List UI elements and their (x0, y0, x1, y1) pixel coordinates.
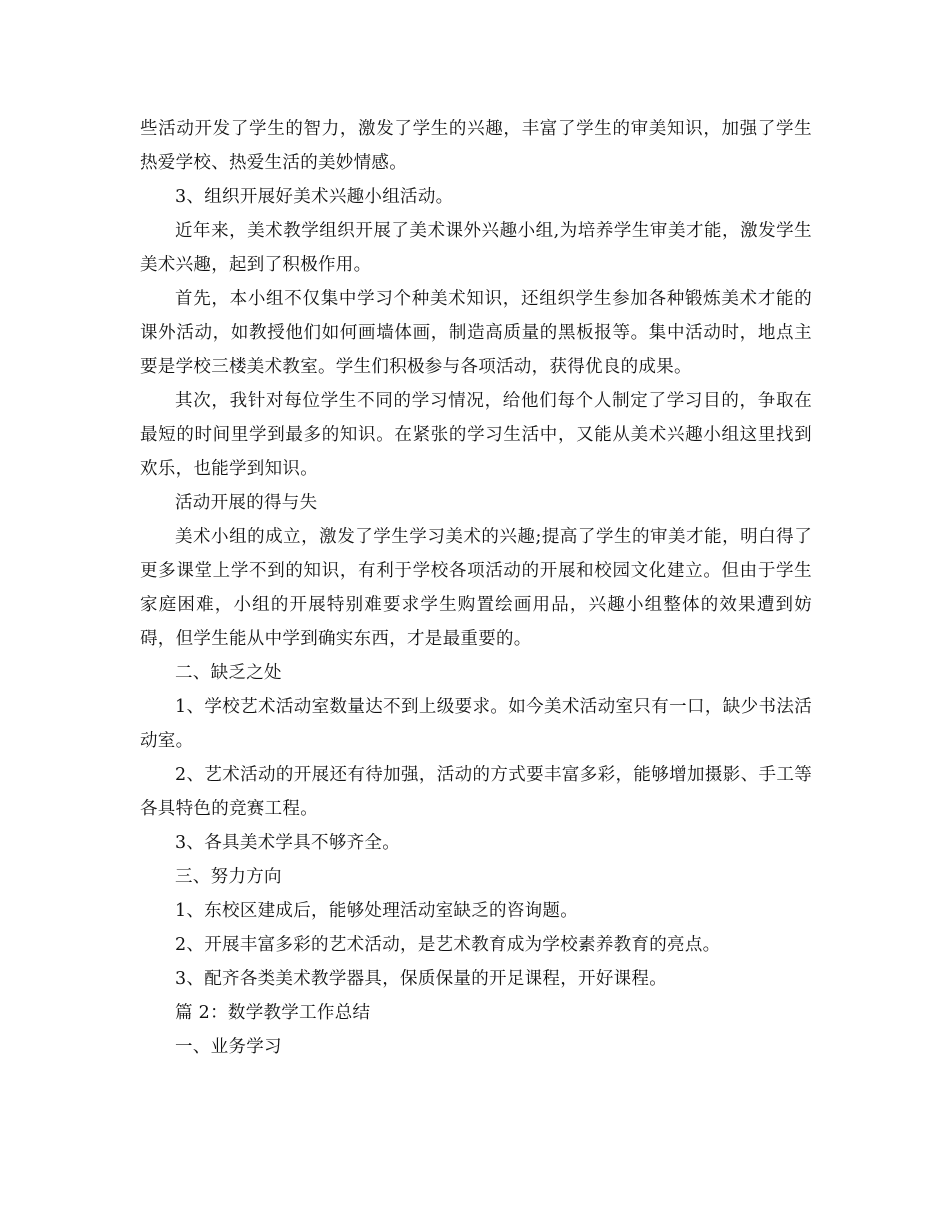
list-item: 2、开展丰富多彩的艺术活动，是艺术教育成为学校素养教育的亮点。 (175, 935, 721, 955)
paragraph-body: 首先，本小组不仅集中学习个种美术知识，还组织学生参加各种锻炼美术才能的课外活动，如教授他们如何画墙体画，制造高质量的黑板报等。集中活动时，地点主要是学校三楼美术教室。学生们积极参与各项活动，获得优良的成果。 (140, 289, 812, 377)
section-heading-shortcomings: 二、缺乏之处 (175, 663, 282, 683)
list-item: 1、东校区建成后，能够处理活动室缺乏的咨询题。 (175, 901, 579, 921)
paragraph-subheading: 活动开展的得与失 (175, 493, 318, 513)
paragraph-heading-3: 3、组织开展好美术兴趣小组活动。 (175, 187, 454, 207)
document-page (140, 112, 812, 1064)
section-heading-study: 一、业务学习 (175, 1037, 282, 1057)
article-title: 篇 2：数学教学工作总结 (175, 1003, 371, 1023)
list-item: 3、配齐各类美术教学器具，保质保量的开足课程，开好课程。 (175, 969, 668, 989)
paragraph-body: 近年来，美术教学组织开展了美术课外兴趣小组,为培养学生审美才能，激发学生美术兴趣，起到了积极作用。 (140, 221, 812, 275)
paragraph-body: 其次，我针对每位学生不同的学习情况，给他们每个人制定了学习目的，争取在最短的时间里学到最多的知识。在紧张的学习生活中，又能从美术兴趣小组这里找到欢乐，也能学到知识。 (140, 391, 812, 479)
paragraph-continuation: 些活动开发了学生的智力，激发了学生的兴趣，丰富了学生的审美知识，加强了学生热爱学校、热爱生活的美妙情感。 (140, 119, 812, 173)
list-item: 1、学校艺术活动室数量达不到上级要求。如今美术活动室只有一口，缺少书法活动室。 (140, 697, 812, 751)
paragraph-body: 美术小组的成立，激发了学生学习美术的兴趣;提高了学生的审美才能，明白得了更多课堂上学不到的知识，有利于学校各项活动的开展和校园文化建立。但由于学生家庭困难，小组的开展特别难要求学生购置绘画用品，兴趣小组整体的效果遭到妨碍，但学生能从中学到确实东西，才是最重要的。 (140, 527, 812, 649)
section-heading-direction: 三、努力方向 (175, 867, 282, 887)
list-item: 2、艺术活动的开展还有待加强，活动的方式要丰富多彩，能够增加摄影、手工等各具特色的竞赛工程。 (140, 765, 812, 819)
list-item: 3、各具美术学具不够齐全。 (175, 833, 401, 853)
